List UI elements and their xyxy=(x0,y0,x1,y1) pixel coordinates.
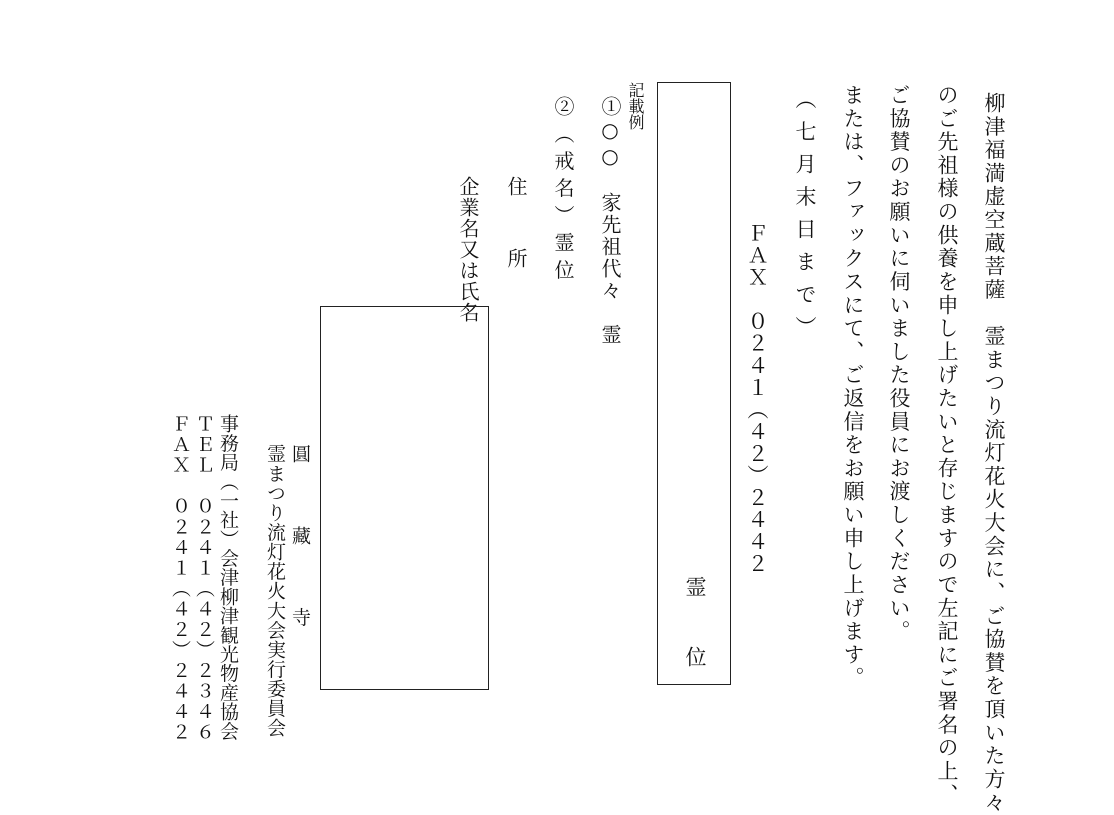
example-heading: 記載例 xyxy=(626,82,645,130)
memorial-tablet-box[interactable] xyxy=(657,82,731,685)
example-item-1: ①○○ 家先祖代々 霊 xyxy=(598,96,622,346)
label-i: 位 xyxy=(683,646,707,667)
body-line-4: または、ファックスにて、ご返信をお願い申し上げます。 xyxy=(841,84,865,691)
organizer-committee: 霊まつり流灯花火大会実行委員会 xyxy=(264,444,286,738)
label-rei: 霊 xyxy=(683,576,707,597)
body-line-2: のご先祖様の供養を申し上げたいと存じますので左記にご署名の上、 xyxy=(935,84,959,807)
organizer-tel: ＴＥＬ ０２４１（４２）２３４６ xyxy=(193,414,215,743)
example-item-2: ②（戒名）霊位 xyxy=(551,96,575,287)
organizer-fax: ＦＡＸ ０２４１（４２）２４４２ xyxy=(169,414,191,743)
body-line-1: 柳津福満虚空蔵菩薩 霊まつり流灯花火大会に、ご協賛を頂いた方々 xyxy=(982,92,1006,815)
company-or-name-label: 企業名又は氏名 xyxy=(456,176,480,323)
organizer-temple: 圓藏寺 xyxy=(289,444,311,690)
deadline-note: （七月末日まで） xyxy=(793,88,817,349)
fax-reply-number: ＦＡＸ ０２４１（４２）２４４２ xyxy=(745,222,769,575)
body-line-3: ご協賛のお願いに伺いました役員にお渡しください。 xyxy=(887,84,911,644)
organizer-secretariat: 事務局（一社）会津柳津観光物産協会 xyxy=(217,414,239,741)
address-label: 住所 xyxy=(504,176,528,320)
signature-entry-box[interactable] xyxy=(320,306,489,690)
